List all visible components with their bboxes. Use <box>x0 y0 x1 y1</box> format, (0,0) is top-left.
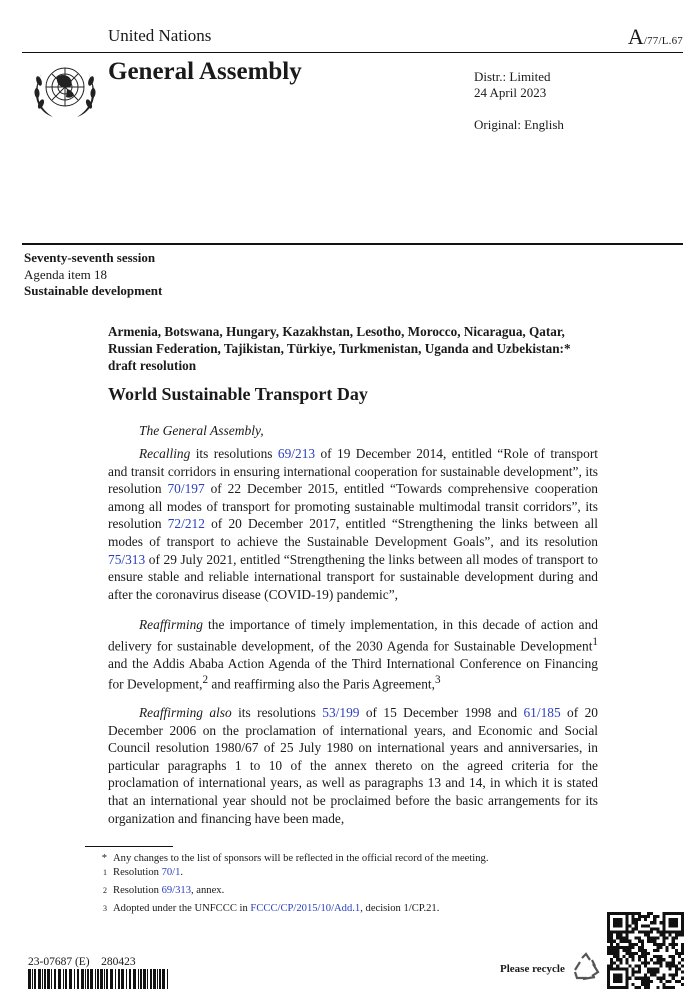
resolution-link[interactable]: 75/313 <box>108 551 146 567</box>
footnote-text: Any changes to the list of sponsors will be reflected in the official record of the meeting. <box>113 853 489 864</box>
resolution-link[interactable]: 70/197 <box>167 481 205 497</box>
paragraph-text: of 19 December 2014, entitled “Role of transport and transit corridors in ensuring international cooperation for sustainable development”, its resolution <box>108 446 598 497</box>
paragraph-text: and the Addis Ababa Action Agenda of the Third International Conference on Financing for Development, <box>108 655 598 692</box>
preambular-paragraph-3 <box>108 704 598 827</box>
symbol-letter: A <box>627 24 644 49</box>
footnote-text: Adopted under the UNFCCC in FCCC/CP/2015/10/Add.1, decision 1/CP.21. <box>113 903 440 915</box>
paragraph-lead: Reaffirming <box>139 617 203 632</box>
paragraph-lead: Reaffirming also <box>139 705 232 720</box>
body-title: General Assembly <box>108 58 302 85</box>
qr-code-icon <box>607 912 684 989</box>
footnote-1 <box>85 866 488 884</box>
resolution-link[interactable]: 69/313 <box>161 884 191 896</box>
footnote-text: Resolution 70/1. <box>113 866 184 878</box>
resolution-link[interactable]: 61/185 <box>523 705 561 720</box>
distribution: Distr.: Limited <box>474 69 551 84</box>
footnote-ref: 3 <box>435 674 441 687</box>
symbol-number: /77/L.67 <box>643 35 683 47</box>
footnote-mark: 2 <box>103 885 107 895</box>
footnote-sponsors <box>85 852 488 866</box>
original-language: Original: English <box>474 117 564 132</box>
resolution-link[interactable]: 69/213 <box>277 446 316 461</box>
paragraph-text: of 15 December 1998 and <box>359 705 524 720</box>
footnote-mark: 1 <box>103 867 107 877</box>
resolution-link[interactable]: 53/199 <box>322 705 360 720</box>
sponsors: Armenia, Botswana, Hungary, Kazakhstan, Lesotho, Morocco, Nicaragua, Qatar, Russian Federation, Tajikistan, Türkiye, Turkmenistan, Uganda and Uzbekistan:* draft resolution <box>108 324 571 373</box>
section-rule <box>22 243 683 245</box>
preambular-paragraph-1 <box>108 445 598 603</box>
footnote-ref: 1 <box>592 635 598 648</box>
resolution-link[interactable]: 70/1 <box>161 866 181 878</box>
paragraph-text: of 22 December 2015, entitled “Towards comprehensive cooperation among all modes of transport for promoting sustainable multimodal transit corridors”, its resolution <box>108 481 598 532</box>
agenda-topic: Sustainable development <box>24 283 163 298</box>
footnote-ref: 2 <box>202 674 209 687</box>
document-link[interactable]: FCCC/CP/2015/10/Add.1 <box>250 903 361 915</box>
paragraph-text: and reaffirming also the Paris Agreement, <box>208 676 435 692</box>
resolution-intro: The General Assembly, <box>139 423 264 438</box>
session-name: Seventy-seventh session <box>24 250 156 265</box>
resolution-title: World Sustainable Transport Day <box>108 384 368 404</box>
barcode-icon <box>28 969 168 989</box>
paragraph-text: its resolutions <box>231 705 323 720</box>
document-symbol <box>628 24 683 50</box>
distribution-block <box>474 69 551 101</box>
paragraph-text: of 20 December 2017, entitled “Strengthening the links between all modes of transport to achieve the Sustainable Development Goals”, and its resolution <box>108 516 598 549</box>
paragraph-text: the importance of timely implementation, in this decade of action and delivery for sustainable development, of the 2030 Agenda for Sustainable Development <box>108 617 598 654</box>
recycle-icon <box>571 952 601 982</box>
preambular-paragraph-2 <box>108 616 598 693</box>
paragraph-lead: Recalling <box>139 446 191 461</box>
session-block <box>24 250 162 300</box>
footnote-rule <box>85 846 173 847</box>
recycle-label: Please recycle <box>500 963 565 975</box>
footnote-text: Resolution 69/313, annex. <box>113 884 225 896</box>
organization-name: United Nations <box>108 26 212 45</box>
footnote-3 <box>85 902 488 920</box>
resolution-link[interactable]: 72/212 <box>167 516 205 532</box>
footnote-2 <box>85 884 488 902</box>
agenda-item: Agenda item 18 <box>24 266 108 282</box>
issue-date: 24 April 2023 <box>474 85 547 100</box>
footnote-mark: 3 <box>103 904 107 914</box>
footnote-mark: * <box>101 853 107 864</box>
un-emblem-icon <box>27 57 103 121</box>
paragraph-text: of 20 December 2006 on the proclamation of international years, and Economic and Social Council resolution 1980/67 of 25 July 1980 on international years and anniversaries, in particular paragraphs 1 to 10 of the annex thereto on the agreed criteria for the proclamation of international years, as well as paragraphs 13 and 14, in which it is stated that an international year should not be proclaimed before the basic arrangements for its organization and financing have been made, <box>108 705 598 826</box>
paragraph-text: its resolutions <box>190 446 278 461</box>
header-rule <box>22 52 683 53</box>
paragraph-text: of 29 July 2021, entitled “Strengthening the links between all modes of transport to ensure stable and reliable international transport for sustainable development during and after the coronavirus disease (COVID-19) pandemic”, <box>108 551 598 602</box>
job-number: 23-07687 (E) 280423 <box>28 956 136 968</box>
footnotes <box>85 852 488 920</box>
